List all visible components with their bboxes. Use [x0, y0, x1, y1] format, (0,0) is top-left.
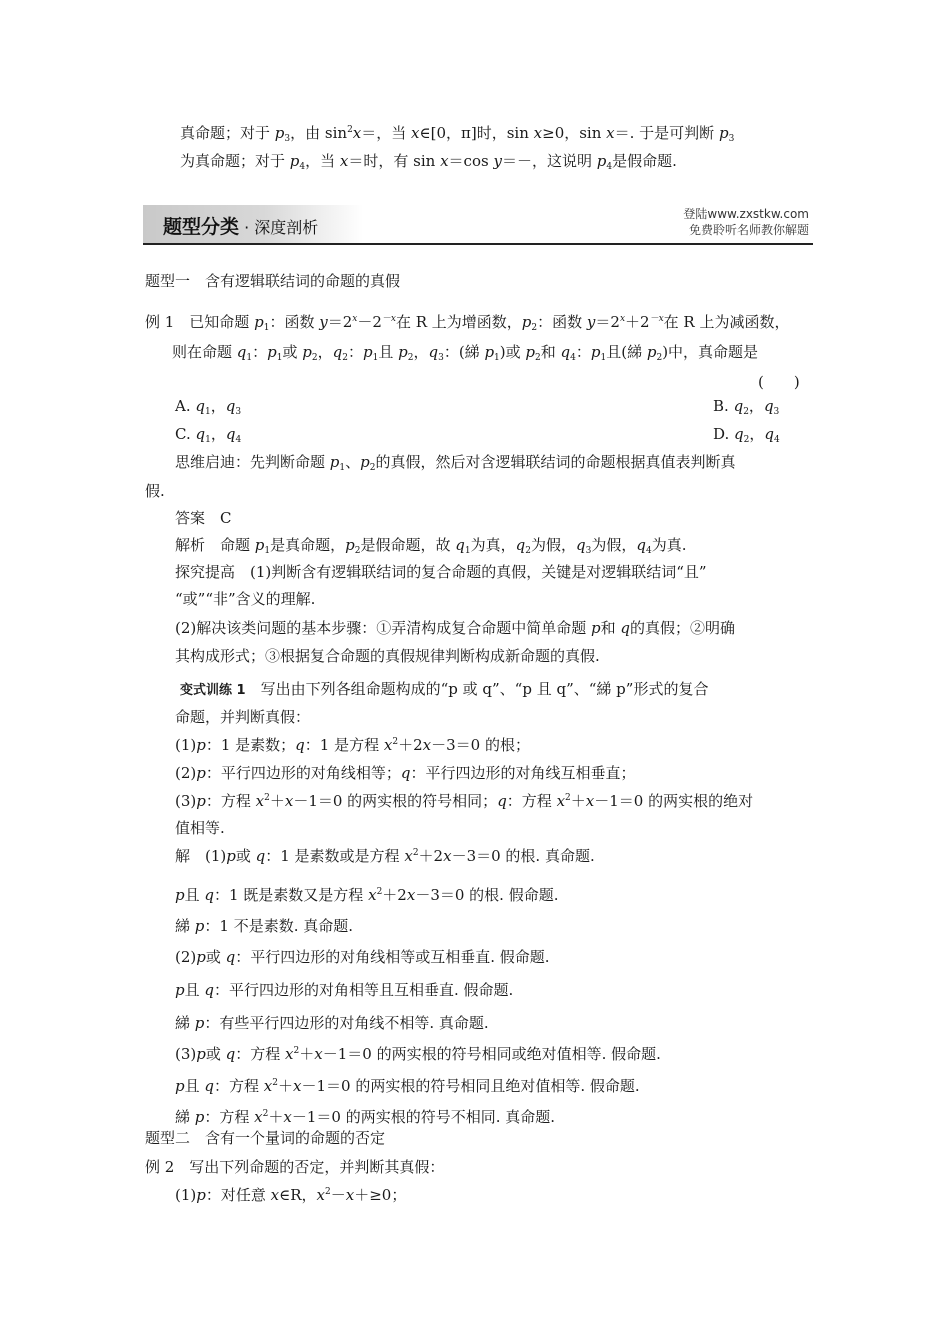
option-a[interactable]: A. $q_1$，$q_3$: [175, 397, 242, 417]
solution-line-8: p且 q：方程 $x^2+x-1=0$ 的两实根的符号相同且绝对值相等. 假命题.: [175, 1077, 640, 1095]
promo-url[interactable]: 登陆www.zxstkw.com: [683, 207, 809, 221]
banner-promo: [683, 206, 809, 238]
variant1-line-1: 变式训练 1 写出由下列各组命题构成的“p 或 q”、“p 且 q”、“綈 p”形式的复合: [180, 680, 709, 698]
think-line-2: 假.: [145, 482, 165, 500]
variant1-item-3-cont: 值相等.: [175, 819, 225, 837]
solution-line-5: p且 q：平行四边形的对角相等且互相垂直. 假命题.: [175, 981, 514, 999]
type2-heading: 题型二 含有一个量词的命题的否定: [145, 1129, 386, 1147]
variant1-line-2: 命题，并判断真假：: [175, 708, 311, 726]
solution-line-6: 綈 p：有些平行四边形的对角线不相等. 真命题.: [175, 1014, 489, 1032]
solution-line-7: (3)p或 q：方程 $x^2+x-1=0$ 的两实根的符号相同或绝对值相等. 假命题.: [175, 1045, 661, 1063]
explore-line-4: 其构成形式；③根据复合命题的真假规律判断构成新命题的真假.: [175, 647, 600, 665]
analysis-line: 解析 命题 $p_1$是真命题，$p_2$是假命题，故 $q_1$为真，$q_2$为假，$q_3$为假，$q_4$为真.: [175, 536, 687, 556]
answer-line: 答案 C: [175, 509, 232, 527]
banner-title: 题型分类 · 深度剖析: [163, 216, 319, 238]
variant1-item-3: (3)p：方程 $x^2+x-1=0$ 的两实根的符号相同；q：方程 $x^2+x-1=0$ 的两实根的绝对: [175, 792, 754, 810]
explore-line-3: (2)解决该类问题的基本步骤：①弄清构成复合命题中简单命题 p和 q的真假；②明确: [175, 619, 736, 637]
solution-line-1: 解 (1)p或 q：1 是素数或是方程 $x^2+2x-3=0$ 的根. 真命题.: [175, 847, 595, 865]
example2-line-1: 例 2 写出下列命题的否定，并判断其真假：: [145, 1158, 445, 1176]
variant1-item-1: (1)p：1 是素数；q：1 是方程 $x^2+2x-3=0$ 的根；: [175, 736, 530, 754]
explore-line-1: 探究提高 (1)判断含有逻辑联结词的复合命题的真假，关键是对逻辑联结词“且”: [175, 563, 707, 581]
solution-line-4: (2)p或 q：平行四边形的对角线相等或互相垂直. 假命题.: [175, 948, 550, 966]
intro-line-2: 为真命题；对于 $p_4$，当 x＝时，有 sin x＝cos y＝－，这说明 $p_4$是假命题.: [180, 152, 677, 172]
variant1-label: 变式训练 1: [180, 683, 246, 698]
explore-line-2: “或”“非”含义的理解.: [175, 590, 316, 608]
example1-line-1: 例 1 已知命题 $p_1$：函数 $y=2^x-2^{-x}$在 R 上为增函数，$p_2$：函数 $y=2^x+2^{-x}$在 R 上为减函数，: [145, 313, 790, 333]
option-b[interactable]: B. $q_2$，$q_3$: [713, 397, 780, 417]
option-d[interactable]: D. $q_2$，$q_4$: [713, 425, 780, 445]
example1-line-2: 则在命题 $q_1$：$p_1$或 $p_2$，$q_2$：$p_1$且 $p_2$，$q_3$：(綈 $p_1$)或 $p_2$和 $q_4$：$p_1$且(綈 $p_2$)中，真命题是: [172, 343, 759, 363]
solution-line-3: 綈 p：1 不是素数. 真命题.: [175, 917, 354, 935]
promo-tagline: 免费聆听名师教你解题: [688, 223, 809, 237]
think-line-1: 思维启迪：先判断命题 $p_1$、$p_2$的真假，然后对含逻辑联结词的命题根据真值表判断真: [175, 453, 736, 473]
section-banner: [143, 205, 813, 245]
example2-line-2: (1)p：对任意 x∈R，$x^2-x+\ge 0$；: [175, 1186, 407, 1204]
option-c[interactable]: C. $q_1$，$q_4$: [175, 425, 242, 445]
solution-line-2: p且 q：1 既是素数又是方程 $x^2+2x-3=0$ 的根. 假命题.: [175, 886, 559, 904]
solution-line-9: 綈 p：方程 $x^2+x-1=0$ 的两实根的符号不相同. 真命题.: [175, 1108, 556, 1126]
intro-line-1: 真命题；对于 $p_3$，由 $\sin^2x=$，当 x∈[0，π]时，sin x≥0，sin x＝. 于是可判断 $p_3$: [180, 124, 735, 144]
type1-heading: 题型一 含有逻辑联结词的命题的真假: [145, 272, 401, 290]
variant1-item-2: (2)p：平行四边形的对角线相等；q：平行四边形的对角线互相垂直；: [175, 764, 636, 782]
answer-bracket: ( ): [758, 373, 800, 391]
